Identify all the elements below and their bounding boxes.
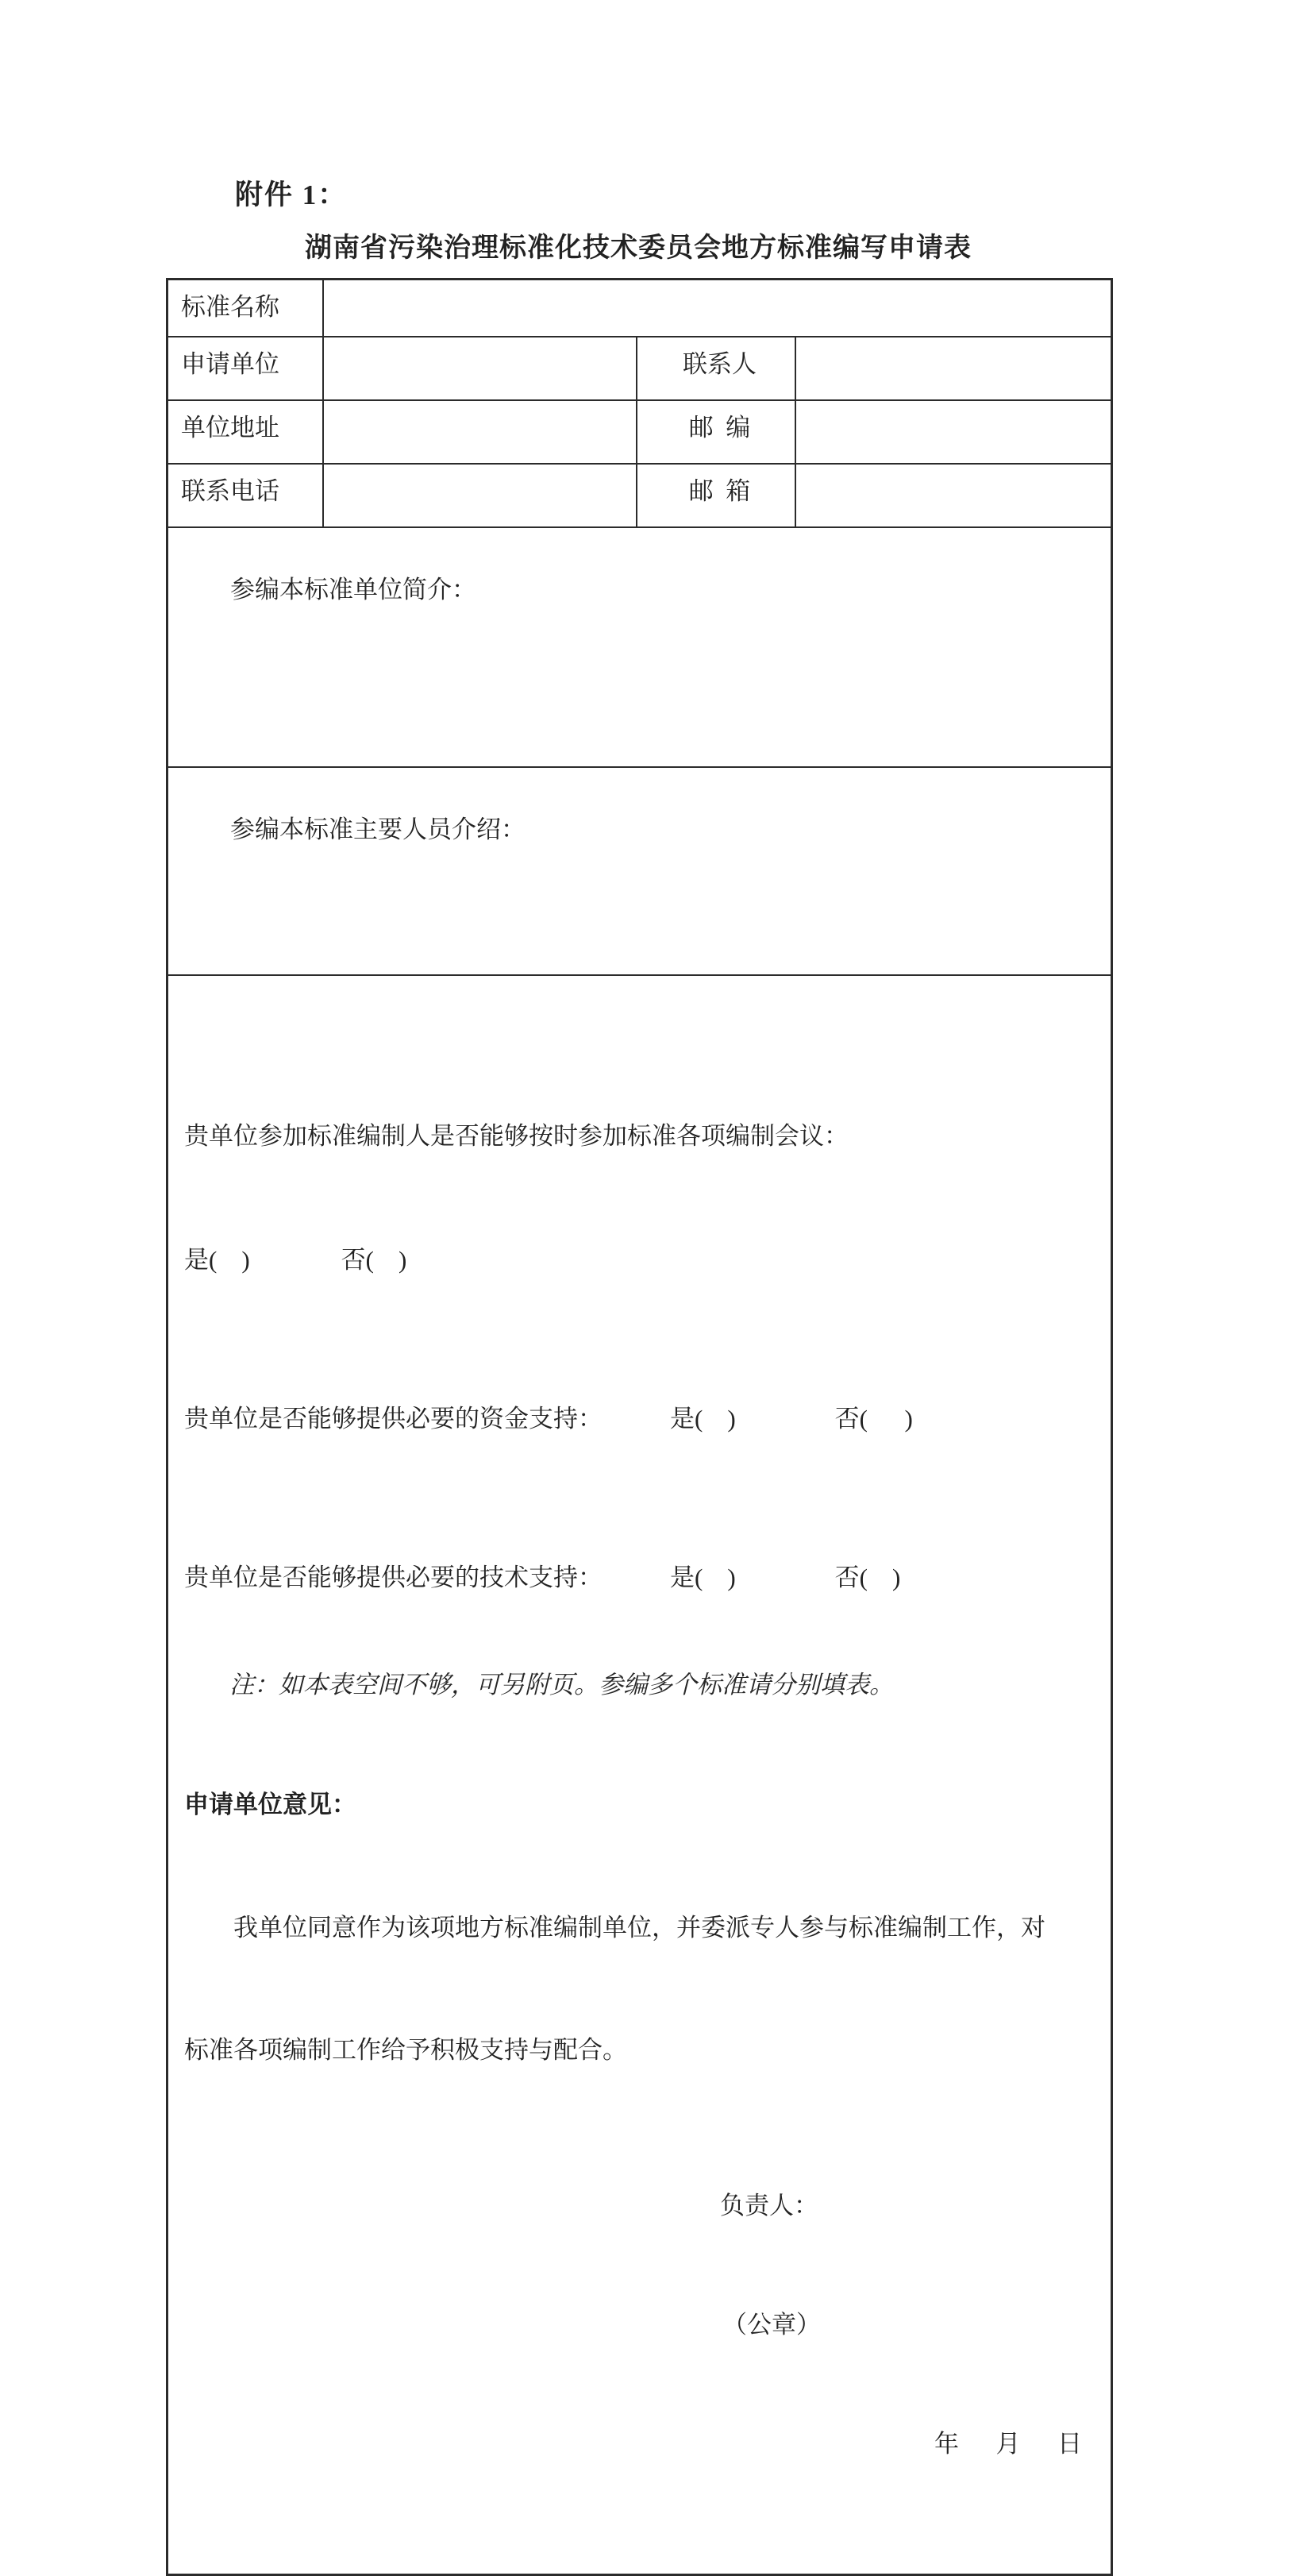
unit-address-label: 单位地址: [167, 400, 323, 464]
contact-phone-label: 联系电话: [167, 464, 323, 527]
application-table: [166, 278, 1113, 2576]
contact-phone-input[interactable]: [323, 464, 637, 527]
footnote: 注：如本表空间不够，可另附页。参编多个标准请分别填表。: [229, 1671, 894, 1699]
table-row-contact-phone: [167, 464, 1112, 527]
applicant-unit-label: 申请单位: [167, 337, 323, 400]
question-meeting-options: [184, 1233, 1095, 1287]
unit-address-input[interactable]: [323, 400, 637, 464]
table-row-unit-intro: [167, 527, 1112, 767]
table-row-standard-name: [167, 280, 1112, 337]
questions-opinion-cell: [167, 975, 1112, 2575]
table-row-applicant-unit: [167, 337, 1112, 400]
question-funding-no-option[interactable]: 否( ): [834, 1404, 913, 1433]
email-label: 邮 箱: [637, 464, 795, 527]
date-label: 年 月 日: [934, 2429, 1082, 2458]
question-meeting-yes-option[interactable]: 是( ): [184, 1245, 250, 1274]
opinion-heading: 申请单位意见：: [184, 1790, 356, 1818]
question-funding-yes-option[interactable]: 是( ): [670, 1404, 736, 1433]
unit-intro-label: 参编本标准单位简介：: [230, 575, 476, 604]
question-funding-row: [184, 1392, 1095, 1446]
contact-person-input[interactable]: [795, 337, 1112, 400]
standard-name-input[interactable]: [323, 280, 1112, 337]
opinion-body-line2: 标准各项编制工作给予积极支持与配合。: [184, 2035, 627, 2064]
question-technical-yes-option[interactable]: 是( ): [670, 1563, 736, 1591]
attachment-label: 附件 1：: [235, 179, 348, 210]
people-intro-area[interactable]: [167, 767, 1112, 975]
people-intro-label: 参编本标准主要人员介绍：: [230, 815, 526, 843]
postal-code-label: 邮 编: [637, 400, 795, 464]
question-meeting-text: 贵单位参加标准编制人是否能够按时参加标准各项编制会议：: [184, 1121, 849, 1150]
table-row-questions-opinion: [167, 975, 1112, 2575]
question-meeting-no-option[interactable]: 否( ): [341, 1245, 407, 1274]
form-title: 湖南省污染治理标准化技术委员会地方标准编写申请表: [305, 233, 972, 263]
signer-label: 负责人：: [720, 2191, 818, 2219]
opinion-body-line1: 我单位同意作为该项地方标准编制单位，并委派专人参与标准编制工作，对: [233, 1913, 1045, 1942]
question-technical-no-option[interactable]: 否( ): [834, 1563, 901, 1591]
postal-code-input[interactable]: [795, 400, 1112, 464]
question-technical-row: [184, 1551, 1095, 1605]
question-technical-text: 贵单位是否能够提供必要的技术支持：: [184, 1563, 603, 1591]
table-row-people-intro: [167, 767, 1112, 975]
seal-label: （公章）: [722, 2310, 821, 2339]
question-funding-text: 贵单位是否能够提供必要的资金支持：: [184, 1404, 603, 1433]
unit-intro-area[interactable]: [167, 527, 1112, 767]
contact-person-label: 联系人: [637, 337, 795, 400]
standard-name-label: 标准名称: [167, 280, 323, 337]
applicant-unit-input[interactable]: [323, 337, 637, 400]
table-row-unit-address: [167, 400, 1112, 464]
email-input[interactable]: [795, 464, 1112, 527]
